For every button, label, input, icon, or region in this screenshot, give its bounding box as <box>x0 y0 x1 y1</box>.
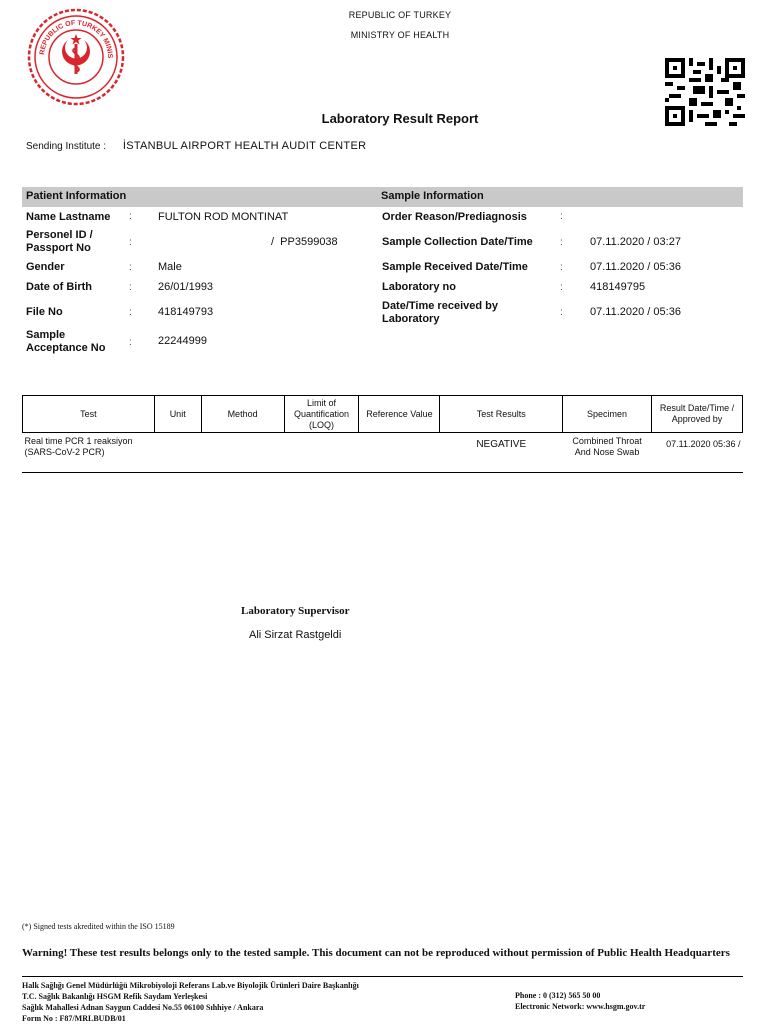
iso-note: (*) Signed tests akredited within the ISO 15189 <box>22 922 175 931</box>
colon: : <box>560 237 563 248</box>
table-row <box>23 433 743 459</box>
sending-institute-label: Sending Institute : <box>26 141 107 152</box>
lab-received-label: Date/Time received by Laboratory <box>382 300 498 325</box>
footer-line-3: Sağlık Mahallesi Adnan Saygun Caddesi No.55 06100 Sıhhiye / Ankara <box>22 1003 264 1012</box>
dob-label: Date of Birth <box>26 281 92 293</box>
sending-institute-value: İSTANBUL AIRPORT HEALTH AUDIT CENTER <box>122 140 367 152</box>
name-value: FULTON ROD MONTINAT <box>158 211 289 223</box>
ministry-heading: MINISTRY OF HEALTH <box>350 30 450 40</box>
qr-code[interactable] <box>665 58 745 126</box>
info-band <box>22 187 743 207</box>
colon: : <box>129 282 132 293</box>
id-label: Personel ID / Passport No <box>26 229 93 254</box>
svg-text:REPUBLIC OF TURKEY MINISTRY OF: REPUBLIC OF TURKEY MINIS <box>39 19 114 59</box>
table-bottom-rule <box>22 472 743 473</box>
colon: : <box>560 262 563 273</box>
col-specimen: Specimen <box>563 396 652 433</box>
table-header-row <box>23 396 743 433</box>
received-value: 07.11.2020 / 05:36 <box>590 261 681 273</box>
order-label: Order Reason/Prediagnosis <box>382 211 527 223</box>
id-value: / PP3599038 <box>271 236 338 248</box>
supervisor-name: Ali Sirzat Rastgeldi <box>249 629 342 641</box>
col-reference: Reference Value <box>359 396 440 433</box>
sending-institute <box>26 140 366 152</box>
collection-value: 07.11.2020 / 03:27 <box>590 236 681 248</box>
labno-value: 418149795 <box>590 281 646 293</box>
colon: : <box>129 337 132 348</box>
col-result-date: Result Date/Time / Approved by <box>651 396 742 433</box>
cell-loq <box>284 433 359 459</box>
warning-text: Warning! These test results belongs only to the tested sample. This document can not be reproduced without permission of Public Health Headquarters <box>22 947 730 959</box>
col-unit: Unit <box>154 396 201 433</box>
cell-method <box>201 433 284 459</box>
footer-address <box>22 980 359 1024</box>
footer-network-link[interactable]: Electronic Network: www.hsgm.gov.tr <box>515 1002 646 1011</box>
footer-contact <box>515 990 645 1012</box>
page-title: Laboratory Result Report <box>321 111 479 126</box>
collection-label: Sample Collection Date/Time <box>382 236 533 248</box>
footer-line-1: Halk Sağlığı Genel Müdürlüğü Mikrobiyoloji Referans Lab.ve Biyolojik Ürünleri Daire Başkanlığı <box>22 981 359 990</box>
sample-info-heading: Sample Information <box>381 190 484 202</box>
ministry-logo <box>22 6 130 108</box>
cell-specimen: Combined Throat And Nose Swab <box>572 436 642 457</box>
cell-reference <box>359 433 440 459</box>
gender-label: Gender <box>26 261 65 273</box>
colon: : <box>129 262 132 273</box>
results-table <box>22 395 743 458</box>
footer-line-2: T.C. Sağlık Bakanlığı HSGM Refik Saydam Yerleşkesi <box>22 992 208 1001</box>
name-label: Name Lastname <box>26 211 111 223</box>
file-label: File No <box>26 306 63 318</box>
colon: : <box>560 282 563 293</box>
footer-rule <box>22 976 743 977</box>
footer-phone: Phone : 0 (312) 565 50 00 <box>515 991 601 1000</box>
col-method: Method <box>201 396 284 433</box>
footer-form-no: Form No : F87/MRLBUDB/01 <box>22 1014 126 1023</box>
colon: : <box>129 237 132 248</box>
lab-received-value: 07.11.2020 / 05:36 <box>590 306 681 318</box>
received-label: Sample Received Date/Time <box>382 261 528 273</box>
cell-test: Real time PCR 1 reaksiyon (SARS-CoV-2 PCR) <box>24 436 133 457</box>
dob-value: 26/01/1993 <box>158 281 214 293</box>
col-loq: Limit of Quantification (LOQ) <box>284 396 359 433</box>
cell-result-date: 07.11.2020 05:36 / <box>666 439 741 449</box>
colon: : <box>129 307 132 318</box>
cell-unit <box>154 433 201 459</box>
colon: : <box>129 211 132 222</box>
colon: : <box>560 307 563 318</box>
labno-label: Laboratory no <box>382 281 456 293</box>
patient-info-heading: Patient Information <box>26 190 127 202</box>
col-result: Test Results <box>440 396 563 433</box>
republic-heading: REPUBLIC OF TURKEY <box>348 10 452 20</box>
colon: : <box>560 211 563 222</box>
file-value: 418149793 <box>158 306 214 318</box>
cell-result: NEGATIVE <box>476 439 527 450</box>
acceptance-value: 22244999 <box>158 335 207 347</box>
gender-value: Male <box>158 261 182 273</box>
col-test: Test <box>23 396 155 433</box>
supervisor-title: Laboratory Supervisor <box>241 605 350 617</box>
acceptance-label: Sample Acceptance No <box>26 329 106 354</box>
